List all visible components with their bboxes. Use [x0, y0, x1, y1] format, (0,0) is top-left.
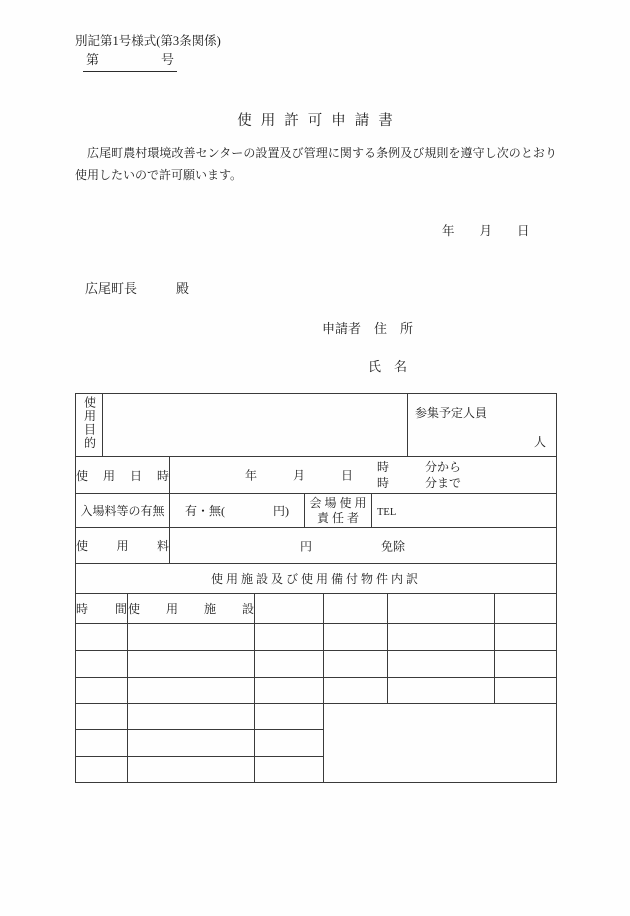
- admission-value-cell: 有・無( 円): [170, 494, 305, 528]
- form-body-text: 広尾町農村環境改善センターの設置及び管理に関する条例及び規則を遵守し次のとおり使用したいので許可願います。: [75, 146, 557, 182]
- empty-cell: [324, 594, 388, 624]
- empty-cell: [76, 624, 128, 651]
- empty-cell: [255, 704, 324, 730]
- empty-cell: [128, 730, 255, 757]
- purpose-label: 使用目的: [82, 396, 97, 450]
- datetime-times: [377, 459, 461, 491]
- datetime-input-cell: [170, 457, 557, 494]
- empty-cell: [255, 678, 324, 704]
- attendees-label: 参集予定人員: [415, 406, 488, 420]
- document-number-field: [83, 49, 177, 72]
- manager-label-line1: 会 場 使 用: [309, 495, 367, 510]
- empty-cell: [324, 624, 388, 651]
- admission-label-cell: 入場料等の有無: [76, 494, 170, 528]
- table-row: [76, 704, 557, 730]
- time-column-header: 時間: [76, 594, 128, 624]
- empty-cell: [388, 624, 495, 651]
- facility-column-header: 使用施設: [128, 594, 255, 624]
- manager-label-line2: 責 任 者: [316, 510, 359, 525]
- applicant-name-line: 氏 名: [368, 359, 408, 374]
- datetime-label-cell: 使用日時: [76, 457, 170, 494]
- empty-cell: [128, 757, 255, 783]
- empty-cell: [255, 594, 324, 624]
- fee-label-cell: 使用料: [76, 528, 170, 564]
- empty-cell: [128, 651, 255, 678]
- attendees-unit: 人: [534, 435, 547, 449]
- empty-cell: [388, 678, 495, 704]
- empty-cell: [388, 651, 495, 678]
- tel-label: TEL: [377, 506, 397, 518]
- datetime-from: 時 分から: [377, 460, 462, 474]
- empty-cell: [388, 594, 495, 624]
- table-row: [76, 528, 557, 564]
- tel-cell: [372, 494, 557, 528]
- table-row: [76, 624, 557, 651]
- venue-manager-label-cell: [305, 494, 372, 528]
- empty-cell: [255, 624, 324, 651]
- empty-cell: [495, 624, 557, 651]
- table-row: [76, 594, 557, 624]
- empty-cell: [76, 730, 128, 757]
- empty-cell: [128, 704, 255, 730]
- empty-cell: [495, 651, 557, 678]
- empty-cell: [495, 678, 557, 704]
- empty-cell: [76, 757, 128, 783]
- fee-unit: 円: [300, 539, 313, 553]
- applicant-address-line: 申請者 住 所: [322, 321, 414, 336]
- table-row: [76, 394, 557, 457]
- empty-cell: [255, 757, 324, 783]
- empty-cell: [76, 704, 128, 730]
- doc-number-suffix: 号: [160, 52, 174, 67]
- purpose-input-cell: [103, 394, 408, 457]
- table-row: [76, 457, 557, 494]
- empty-cell: [76, 651, 128, 678]
- breakdown-header-cell: 使用施設及び使用備付物件内訳: [76, 564, 557, 594]
- attendees-cell: [408, 394, 557, 457]
- datetime-to: 時 分まで: [377, 476, 462, 490]
- empty-cell: [128, 624, 255, 651]
- fee-input-cell: [170, 528, 557, 564]
- empty-cell: [255, 730, 324, 757]
- merged-notes-cell: [324, 704, 557, 783]
- addressee-line: 広尾町長 殿: [85, 281, 190, 296]
- purpose-label-cell: [76, 394, 103, 457]
- empty-cell: [76, 678, 128, 704]
- doc-number-prefix: 第: [86, 52, 100, 67]
- form-title: 使用許可申請書: [237, 113, 402, 129]
- format-reference-label: 別記第1号様式(第3条関係): [75, 34, 221, 48]
- table-row: [76, 651, 557, 678]
- submission-date-line: 年 月 日: [442, 224, 530, 238]
- datetime-date-placeholder: 年 月 日: [245, 468, 354, 483]
- empty-cell: [324, 651, 388, 678]
- table-row: [76, 494, 557, 528]
- empty-cell: [495, 594, 557, 624]
- application-table: [75, 393, 557, 783]
- empty-cell: [128, 678, 255, 704]
- empty-cell: [255, 651, 324, 678]
- fee-exempt-label: 免除: [381, 539, 406, 553]
- table-row: [76, 564, 557, 594]
- table-row: [76, 678, 557, 704]
- empty-cell: [324, 678, 388, 704]
